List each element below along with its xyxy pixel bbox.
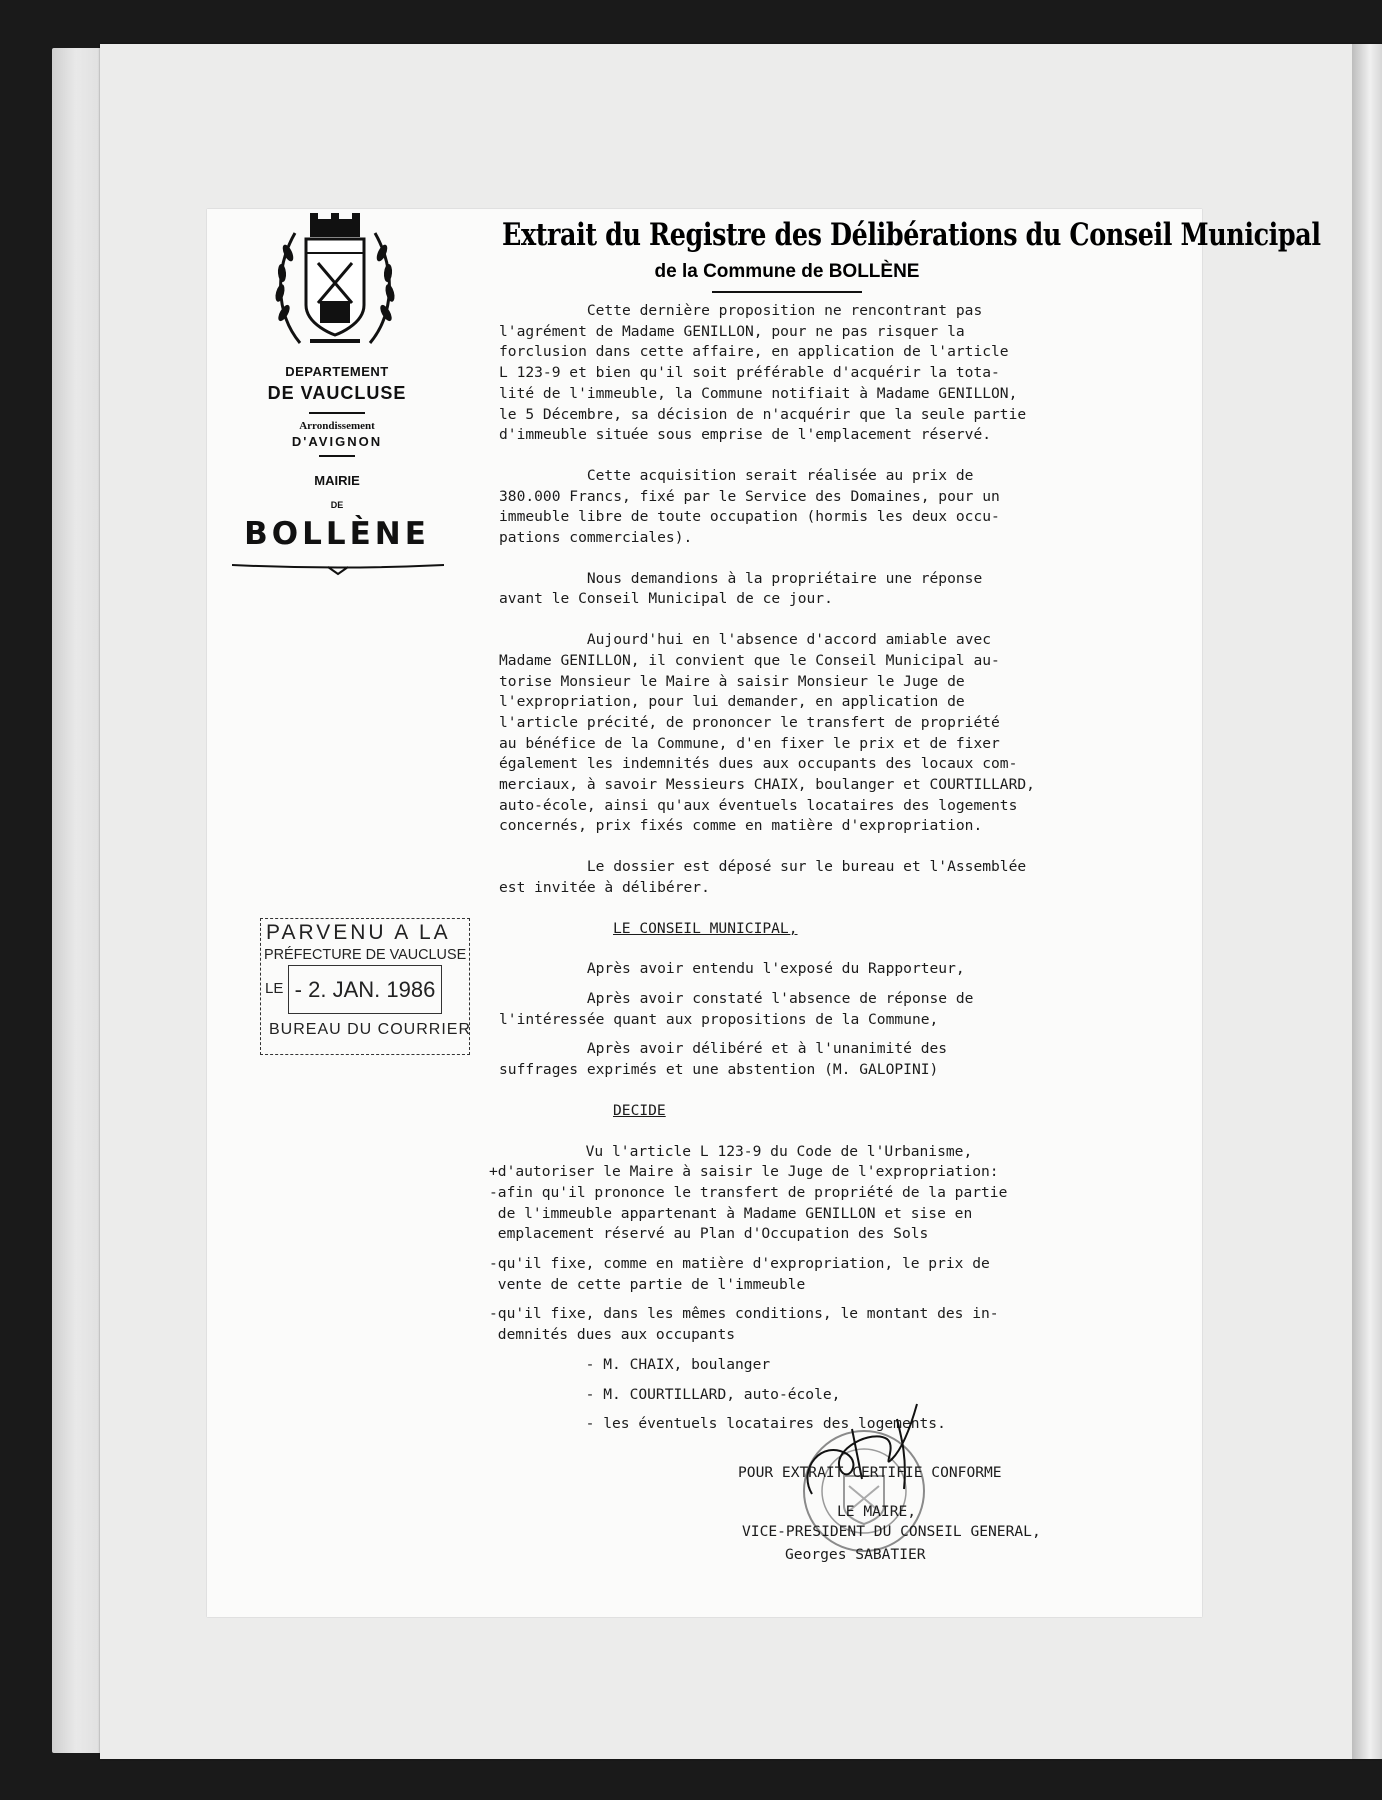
certify-line: POUR EXTRAIT CERTIFIE CONFORME bbox=[738, 1464, 1002, 1481]
letterhead-divider bbox=[319, 455, 355, 457]
document-subtitle: de la Commune de BOLLÈNE bbox=[654, 261, 920, 282]
text-line: -qu'il fixe, comme en matière d'expropriation, le prix de bbox=[489, 1255, 990, 1273]
list-item: - les éventuels locataires des logements. bbox=[489, 1415, 946, 1433]
decide-heading: DECIDE bbox=[613, 1101, 666, 1119]
title-rule bbox=[712, 291, 862, 293]
text-line: merciaux, à savoir Messieurs CHAIX, boulanger et COURTILLARD, bbox=[499, 776, 1035, 794]
text-line: également les indemnités dues aux occupants des locaux com- bbox=[499, 755, 1018, 773]
text-line: suffrages exprimés et une abstention (M. GALOPINI) bbox=[499, 1061, 939, 1079]
text-line: -afin qu'il prononce le transfert de propriété de la partie bbox=[489, 1183, 1008, 1201]
role-line: VICE-PRESIDENT DU CONSEIL GENERAL, bbox=[742, 1523, 1041, 1540]
coat-of-arms-icon bbox=[270, 213, 400, 353]
list-item: - M. CHAIX, boulanger bbox=[489, 1355, 771, 1373]
text-line: le 5 Décembre, sa décision de n'acquérir que la seule partie bbox=[499, 405, 1027, 423]
text-line: auto-école, ainsi qu'aux éventuels locataires des logements bbox=[499, 796, 1018, 814]
role-line: LE MAIRE, bbox=[837, 1503, 917, 1520]
stamp-line: PARVENU A LA bbox=[266, 921, 451, 944]
paragraph-5 bbox=[499, 857, 1179, 898]
text-line: avant le Conseil Municipal de ce jour. bbox=[499, 590, 833, 608]
city-underline-flourish bbox=[232, 562, 444, 576]
text-line: 380.000 Francs, fixé par le Service des Domaines, pour un bbox=[499, 487, 1000, 505]
text-line: d'immeuble située sous emprise de l'emplacement réservé. bbox=[499, 426, 992, 444]
department-name: DE VAUCLUSE bbox=[267, 383, 407, 403]
text-line: l'expropriation, pour lui demander, en application de bbox=[499, 693, 965, 711]
paragraph-2 bbox=[499, 466, 1179, 549]
text-line: Cette dernière proposition ne rencontrant pas bbox=[499, 302, 983, 319]
decision-list bbox=[489, 1142, 1179, 1435]
text-line: L 123-9 et bien qu'il soit préférable d'acquérir la tota- bbox=[499, 364, 1000, 382]
city-name: BOLLÈNE bbox=[244, 515, 430, 552]
letterhead-divider bbox=[309, 412, 365, 414]
text-line: torise Monsieur le Maire à saisir Monsieur le Juge de bbox=[499, 672, 965, 690]
document-title: Extrait du Registre des Délibérations du Conseil Municipal bbox=[502, 217, 1321, 253]
text-line: Madame GENILLON, il convient que le Conseil Municipal au- bbox=[499, 651, 1000, 669]
text-line: Le dossier est déposé sur le bureau et l'Assemblée bbox=[499, 858, 1027, 876]
text-line: -qu'il fixe, dans les mêmes conditions, le montant des in- bbox=[489, 1305, 999, 1323]
department-label: DEPARTEMENT bbox=[285, 364, 389, 379]
document-body bbox=[489, 301, 1179, 1435]
text-line: Après avoir délibéré et à l'unanimité des bbox=[499, 1040, 948, 1058]
arrondissement-name: D'AVIGNON bbox=[291, 434, 383, 449]
stamp-le: LE bbox=[265, 980, 284, 997]
paragraph-4 bbox=[499, 630, 1179, 837]
text-line: Nous demandions à la propriétaire une réponse bbox=[499, 569, 983, 587]
text-line: Après avoir constaté l'absence de réponse de bbox=[499, 989, 974, 1007]
text-line: demnités dues aux occupants bbox=[489, 1326, 736, 1344]
text-line: de l'immeuble appartenant à Madame GENILLON et sise en bbox=[489, 1204, 973, 1222]
text-line: l'agrément de Madame GENILLON, pour ne pas risquer la bbox=[499, 322, 965, 340]
text-line: Aujourd'hui en l'absence d'accord amiable avec bbox=[499, 631, 992, 649]
mayor-signature-icon bbox=[792, 1399, 942, 1499]
received-stamp bbox=[260, 918, 470, 1055]
text-line: est invitée à délibérer. bbox=[499, 878, 710, 896]
letterhead bbox=[207, 364, 467, 552]
mairie-label: MAIRIE bbox=[314, 472, 360, 488]
next-page-edge bbox=[1352, 44, 1382, 1759]
text-line: l'intéressée quant aux propositions de la Commune, bbox=[499, 1010, 939, 1028]
council-heading: LE CONSEIL MUNICIPAL, bbox=[613, 919, 798, 937]
stamp-line: PRÉFECTURE DE VAUCLUSE bbox=[264, 946, 467, 963]
arrondissement-label: Arrondissement bbox=[299, 420, 375, 432]
text-line: immeuble libre de toute occupation (hormis les deux occu- bbox=[499, 508, 1000, 526]
paragraph-1 bbox=[499, 301, 1179, 446]
text-line: au bénéfice de la Commune, d'en fixer le prix et de fixer bbox=[499, 734, 1000, 752]
de-label: DE bbox=[330, 499, 344, 510]
stamp-date: - 2. JAN. 1986 bbox=[288, 965, 442, 1014]
text-line: Cette acquisition serait réalisée au prix de bbox=[499, 466, 974, 484]
text-line: lité de l'immeuble, la Commune notifiait à Madame GENILLON, bbox=[499, 384, 1018, 402]
mayor-name: Georges SABATIER bbox=[785, 1546, 926, 1563]
text-line: +d'autoriser le Maire à saisir le Juge de l'expropriation: bbox=[489, 1163, 999, 1181]
text-line: concernés, prix fixés comme en matière d'expropriation. bbox=[499, 817, 983, 835]
text-line: l'article précité, de prononcer le transfert de propriété bbox=[499, 713, 1000, 731]
text-line: forclusion dans cette affaire, en application de l'article bbox=[499, 343, 1009, 361]
text-line: pations commerciales). bbox=[499, 529, 693, 547]
text-line: Vu l'article L 123-9 du Code de l'Urbanisme, bbox=[489, 1142, 973, 1160]
text-line: emplacement réservé au Plan d'Occupation des Sols bbox=[489, 1225, 929, 1243]
text-line: Après avoir entendu l'exposé du Rapporteur, bbox=[499, 960, 965, 978]
document-sheet bbox=[207, 209, 1321, 1617]
list-item: - M. COURTILLARD, auto-école, bbox=[489, 1385, 841, 1403]
text-line: vente de cette partie de l'immeuble bbox=[489, 1275, 806, 1293]
paragraph-3 bbox=[499, 569, 1179, 610]
stamp-line: BUREAU DU COURRIER bbox=[269, 1021, 472, 1038]
